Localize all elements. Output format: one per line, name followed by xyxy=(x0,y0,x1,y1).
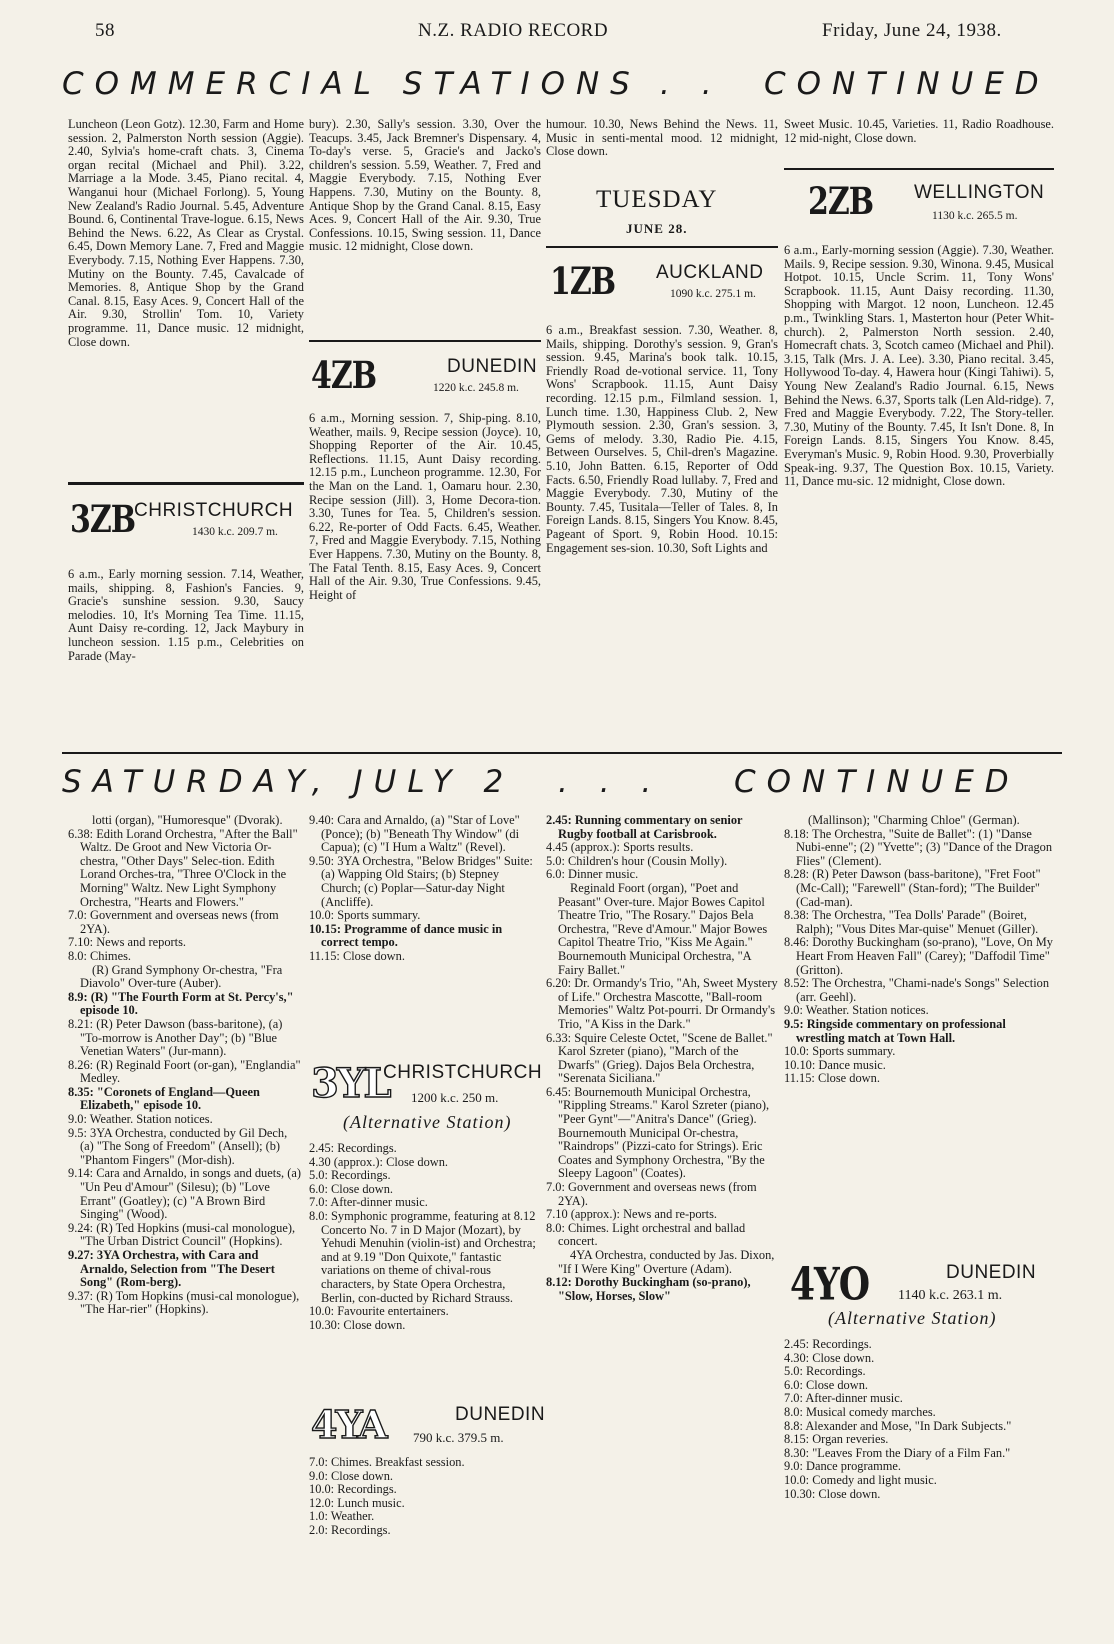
programme-entry: 8.21: (R) Peter Dawson (bass-baritone), (a) "To-morrow is Another Day"; (b) "Blue Venetian Waters" (Jur-mann). xyxy=(68,1016,283,1059)
programme-entry: 8.15: Organ reveries. xyxy=(784,1432,889,1447)
call-3yl: 3YL xyxy=(311,1060,390,1107)
station-4yo xyxy=(784,1258,1054,1330)
programme-entry: 8.52: The Orchestra, "Chami-nade's Songs" Selection (arr. Geehl). xyxy=(784,976,1050,1004)
tuesday-date: JUNE 28. xyxy=(626,221,688,236)
call-1zb: 1ZB xyxy=(550,260,616,304)
programme-entry: (Mallinson); "Charming Chloe" (German). xyxy=(808,813,1020,827)
list-3yl xyxy=(309,1142,541,1332)
sat-col-4 xyxy=(784,814,1054,1086)
station-2zb xyxy=(784,176,1054,232)
alt-4yo: (Alternative Station) xyxy=(828,1308,997,1328)
programme-entry: 8.26: (R) Reginald Foort (or-gan), "Englandia" Medley. xyxy=(68,1057,301,1086)
section-divider xyxy=(62,752,1062,754)
programme-entry: 1.0: Weather. xyxy=(309,1509,375,1524)
tuesday-heading: TUESDAY xyxy=(596,186,718,213)
programme-entry: 10.0: Comedy and light music. xyxy=(784,1472,937,1487)
programme-entry: 10.30: Close down. xyxy=(784,1486,881,1501)
programme-entry: 8.28: (R) Peter Dawson (bass-baritone), "Fret Foot" (Mc-Call); "Farewell" (Stan-ford); "The Builder" (Cad-man). xyxy=(784,867,1041,909)
programme-entry: 8.12: Dorothy Buckingham (so-prano), "Slow, Horses, Slow" xyxy=(546,1275,751,1303)
city-4yo: DUNEDIN xyxy=(946,1262,1037,1283)
station-4ya xyxy=(309,1402,546,1450)
freq-1zb: 1090 k.c. 275.1 m. xyxy=(670,288,756,300)
issue-date: Friday, June 24, 1938. xyxy=(822,20,1002,41)
col4-text: Sweet Music. 10.45, Varieties. 11, Radio Roadhouse. 12 mid-night, Close down. xyxy=(784,117,1054,145)
programme-entry: 9.5: Ringside commentary on professional wrestling match at Town Hall. xyxy=(784,1016,1006,1045)
page-number: 58 xyxy=(95,20,115,41)
col3-text: humour. 10.30, News Behind the News. 11, Music in senti-mental mood. 12 midnight, Close down. xyxy=(546,117,778,159)
programme-entry: 9.0: Weather. Station notices. xyxy=(68,1112,213,1127)
programme-entry: 10.0: Recordings. xyxy=(309,1482,397,1497)
list-4yo xyxy=(784,1338,1054,1501)
programme-entry: 8.0: Chimes. xyxy=(68,948,131,963)
programme-entry: 2.45: Running commentary on senior Rugby football at Carisbrook. xyxy=(546,813,743,841)
programme-entry: 10.0: Sports summary. xyxy=(309,908,421,923)
freq-4zb: 1220 k.c. 245.8 m. xyxy=(433,382,519,394)
city-2zb: WELLINGTON xyxy=(914,182,1045,203)
freq-4yo: 1140 k.c. 263.1 m. xyxy=(898,1288,1003,1303)
station-3zb xyxy=(68,492,304,552)
programme-entry: (R) Grand Symphony Or-chestra, "Fra Diavolo" Over-ture (Auber). xyxy=(80,962,283,991)
programme-entry: 6.38: Edith Lorand Orchestra, "After the Ball" Waltz. De Groot and New Victoria Or-chestra, "Other Days" Selec-tion. Edith Lorand Orches-tra, "Three O'Clock in the Morning" Waltz. New Light Symphony Orchestra, "Hearts and Flowers." xyxy=(68,826,298,909)
programme-entry: Reginald Foort (organ), "Poet and Peasant" Over-ture. Major Bowes Capitol Theatre Trio, "The Rosary." Dajos Bela Orchestra, "Reve d'Amour." Major Bowes Capitol Theatre Trio, "Kiss Me Again." Bournemouth Municipal Orchestra, "A Fairy Ballet." xyxy=(558,880,768,977)
city-3yl: CHRISTCHURCH xyxy=(383,1062,543,1083)
programme-entry: 6.0: Close down. xyxy=(784,1377,868,1392)
station-1zb xyxy=(546,256,778,306)
freq-4ya: 790 k.c. 379.5 m. xyxy=(413,1430,504,1445)
programme-entry: 8.38: The Orchestra, "Tea Dolls' Parade" (Boiret, Ralph); "Vous Dites Mar-quise" Menuet (Giller). xyxy=(784,908,1039,936)
city-3zb: CHRISTCHURCH xyxy=(134,500,294,521)
programme-entry: 2.45: Recordings. xyxy=(309,1141,397,1155)
sat-col-2 xyxy=(309,814,541,964)
programme-entry: 6.0: Close down. xyxy=(309,1181,393,1196)
call-3zb: 3ZB xyxy=(70,498,136,542)
list-4ya xyxy=(309,1456,541,1538)
freq-3zb: 1430 k.c. 209.7 m. xyxy=(192,526,278,538)
programme-entry: 4.30 (approx.): Close down. xyxy=(309,1154,449,1169)
banner-right: CONTINUED xyxy=(764,66,1050,102)
saturday-banner xyxy=(62,764,1062,804)
call-4ya: 4YA xyxy=(311,1402,386,1447)
programme-entry: 9.5: 3YA Orchestra, conducted by Gil Dech, (a) "The Song of Freedom" (Ansell); (b) "Phantom Fingers" (Mor-dish). xyxy=(68,1125,288,1167)
rule-2zb xyxy=(784,168,1054,170)
commercial-banner xyxy=(62,66,1062,106)
col2-text: bury). 2.30, Sally's session. 3.30, Over the Teacups. 3.45, Jack Bremner's Dispensary. 4, To-day's verse. 5, Gracie's and Jacko's children's session. 5.59, Weather. 7, Fred and Maggie Everybody. 7.15, Nothing Ever Happens. 7.30, Mutiny on the Bounty. 8, Antique Shop by the Grand Canal. 8.15, Easy Aces. 9, Concert Hall of the Air. 9.30, True Confessions. 10.15, Swing session. 11, Dance music. 12 midnight, Close down. xyxy=(309,117,541,254)
programme-entry: 9.40: Cara and Arnaldo, (a) "Star of Love" (Ponce); (b) "Beneath Thy Window" (di Capua); (c) "I Hum a Waltz" (Revel). xyxy=(309,813,520,855)
sat-col-1 xyxy=(68,814,304,1317)
freq-2zb: 1130 k.c. 265.5 m. xyxy=(932,210,1018,222)
programme-entry: 2.45: Recordings. xyxy=(784,1337,872,1351)
alt-3yl: (Alternative Station) xyxy=(343,1112,512,1132)
programme-entry: 4.30: Close down. xyxy=(784,1350,875,1365)
programme-entry: 9.27: 3YA Orchestra, with Cara and Arnaldo, Selection from "The Desert Song" (Rom-berg). xyxy=(68,1248,275,1290)
programme-entry: 7.0: After-dinner music. xyxy=(309,1195,428,1210)
programme-entry: 8.0: Symphonic programme, featuring at 8.12 Concerto No. 7 in D Major (Mozart), by Yehudi Menuhin (violin-ist) and Orchestra; and at 9.19 "Don Quixote," fantastic variations on theme of chival-rous characters, by State Opera Orchestra, Berlin, con-ducted by Richard Strauss. xyxy=(309,1208,536,1305)
top-col-2 xyxy=(309,118,541,254)
rule-1zb xyxy=(546,246,778,248)
text-3zb-body: 6 a.m., Early morning session. 7.14, Weather, mails, shipping. 8, Fashion's Fancies. 9, Gracie's sunshine session. 9.30, Saucy melodies. 10, It's Morning Tea Time. 11.15, Aunt Daisy re-cording. 12, Jack Maybury in luncheon session. 1.15 p.m., Celebrities on Parade (May- xyxy=(68,567,304,663)
call-2zb: 2ZB xyxy=(808,180,874,224)
programme-entry: 12.0: Lunch music. xyxy=(309,1495,405,1510)
programme-entry: 8.30: "Leaves From the Diary of a Film Fan." xyxy=(784,1445,1011,1460)
programme-entry: 9.14: Cara and Arnaldo, in songs and duets, (a) "Un Peu d'Amour" (Silesu); (b) "Love Errant" (Goatley); (c) "A Brown Bird Singing" (Wood). xyxy=(68,1166,301,1222)
programme-entry: 7.0: Government and overseas news (from 2YA). xyxy=(546,1180,757,1208)
programme-entry: 8.18: The Orchestra, "Suite de Ballet": (1) "Danse Nubi-enne"; (2) "Yvette"; (3) "Dance of the Dragon Flies" (Clement). xyxy=(784,826,1053,868)
text-4zb xyxy=(309,412,541,602)
programme-entry: 9.24: (R) Ted Hopkins (musi-cal monologue), "The Urban District Council" (Hopkins). xyxy=(68,1220,296,1249)
programme-entry: 4.45 (approx.): Sports results. xyxy=(546,840,694,855)
programme-entry: 10.10: Dance music. xyxy=(784,1057,886,1072)
programme-entry: 4YA Orchestra, conducted by Jas. Dixon, "If I Were King" Overture (Adam). xyxy=(558,1248,775,1276)
programme-entry: 7.0: Chimes. Breakfast session. xyxy=(309,1455,465,1469)
programme-entry: 10.0: Favourite entertainers. xyxy=(309,1304,449,1319)
call-4yo: 4YO xyxy=(790,1258,870,1311)
programme-entry: 9.0: Dance programme. xyxy=(784,1459,901,1474)
sat-col-3 xyxy=(546,814,778,1303)
city-4zb: DUNEDIN xyxy=(447,356,538,377)
programme-entry: 6.45: Bournemouth Municipal Orchestra, "Rippling Streams." Karol Szreter (piano), "Peer Gynt"—"Anitra's Dance" (Grieg). Bournemouth Municipal Or-chestra, "Raindrops" (Pizzi-cato for Strings). Eric Coates and Symphony Orchestra, "By the Sleepy Lagoon" (Coates). xyxy=(546,1084,770,1181)
programme-entry: 2.0: Recordings. xyxy=(309,1522,391,1537)
sat-banner-left: SATURDAY, JULY 2 xyxy=(62,764,515,800)
programme-entry: 5.0: Children's hour (Cousin Molly). xyxy=(546,853,728,868)
publication-title: N.Z. RADIO RECORD xyxy=(418,20,609,41)
rule-4zb xyxy=(309,340,541,342)
programme-entry: 8.0: Chimes. Light orchestral and ballad concert. xyxy=(546,1220,746,1249)
programme-entry: 6.20: Dr. Ormandy's Trio, "Ah, Sweet Mystery of Life." Orchestra Mascotte, "Ball-room Memories" Waltz Pot-pourri. Dr Ormandy's Trio, "A Kiss in the Dark." xyxy=(546,976,778,1031)
banner-left: COMMERCIAL STATIONS xyxy=(62,66,641,102)
programme-entry: 8.9: (R) "The Fourth Form at St. Percy's," episode 10. xyxy=(68,989,294,1018)
programme-entry: 8.0: Musical comedy marches. xyxy=(784,1404,936,1419)
top-col-4 xyxy=(784,118,1054,145)
city-1zb: AUCKLAND xyxy=(656,262,764,283)
call-4zb: 4ZB xyxy=(311,354,377,398)
programme-entry: 5.0: Recordings. xyxy=(309,1168,391,1183)
programme-entry: 7.0: Government and overseas news (from 2YA). xyxy=(68,908,279,936)
text-3zb xyxy=(68,568,304,663)
station-3yl xyxy=(309,1058,541,1130)
programme-entry: 9.0: Close down. xyxy=(309,1468,393,1483)
top-col-1 xyxy=(68,118,304,349)
programme-entry: 7.10 (approx.): News and re-ports. xyxy=(546,1207,718,1222)
programme-entry: 6.0: Dinner music. xyxy=(546,867,639,882)
text-4zb-body: 6 a.m., Morning session. 7, Ship-ping. 8.10, Weather, mails. 9, Recipe session (Joyce). 10, Shopping Reporter of the Air. 10.45, Reflections. 11.15, Aunt Daisy recording. 12.15 p.m., Luncheon programme. 12.30, For the Man on the Land. 1, Oamaru hour. 2.30, Recipe session (Jill). 3, Home Decora-tion. 3.30, Tunes for Tea. 5, Children's session. 6.22, Re-porter of Odd Facts. 6.45, Weather. 7, Fred and Maggie Everybody. 7.15, Nothing Ever Happens. 7.30, Mutiny on the Bounty. 8, The Fatal Tenth. 8.15, Easy Aces. 9, Concert Hall of the Air. 9.30, True Confessions. 9.45, Height of xyxy=(309,411,541,602)
programme-entry: 10.0: Sports summary. xyxy=(784,1044,896,1059)
programme-entry: 11.15: Close down. xyxy=(309,948,405,963)
station-4zb xyxy=(309,350,541,400)
col1-text: Luncheon (Leon Gotz). 12.30, Farm and Home session. 2, Palmerston North session (Aggie). 2.40, Sylvia's home-craft chats. 3, Cinema organ recital (Michael and Phil). 3.22, Marriage a la Mode. 3.45, Piano recital. 4, Wanganui hour (Michael Forlong). 5, Young New Zealand's Radio Journal. 5.45, Adventure Bound. 6, Continental Trave-logue. 6.15, News Behind the News. 6.22, As Clear as Crystal. 6.45, Down Memory Lane. 7, Fred and Maggie Everybody. 7.15, Nothing Ever Happens. 7.30, Mutiny on the Bounty. 7.45, Cavalcade of Memories. 8, Antique Shop by the Grand Canal. 8.15, Easy Aces. 9, Concert Hall of the Air. 9.30, Strollin' Tom. 10, Variety programme. 11, Dance music. 12 midnight, Close down. xyxy=(68,117,304,349)
programme-entry: 9.37: (R) Tom Hopkins (musi-cal monologue), "The Har-rier" (Hopkins). xyxy=(68,1288,300,1317)
programme-entry: 8.46: Dorothy Buckingham (so-prano), "Love, On My Heart From Heaven Fall" (Carey); "Daffodil Time" (Gritton). xyxy=(784,935,1054,977)
programme-entry: 11.15: Close down. xyxy=(784,1071,880,1086)
programme-entry: 8.35: "Coronets of England—Queen Elizabeth," episode 10. xyxy=(68,1084,260,1113)
sat-banner-dots: . . . xyxy=(558,764,663,800)
text-1zb-body: 6 a.m., Breakfast session. 7.30, Weather. 8, Mails, shipping. Dorothy's session. 9, Gran's session. 9.45, Marina's book talk. 10.15, Friendly Road de-votional service. 11, Tony Wons' Scrapbook. 11.15, Aunt Daisy recording. 12.15 p.m., Filmland session. 1, Lunch time. 1.30, Happiness Club. 2, New Plymouth session. 2.30, Gran's session. 3, Gems of melody. 3.30, Radio Pie. 4.15, Between Ourselves. 5, Chil-dren's Magazine. 5.10, John Batten. 6.15, Reporter of Odd Facts. 6.50, Friendly Road lullaby. 7, Fred and Maggie Everybody. 7.30, Mutiny of the Bounty. 7.45, Tusitala—Teller of Tales. 8, In Foreign Lands. 8.15, Singers You Know. 8.45, Pageant of Sport. 9, Robin Hood. 10.15: Engagement ses-sion. 10.30, Soft Lights and xyxy=(546,323,778,555)
city-4ya: DUNEDIN xyxy=(455,1404,546,1425)
programme-entry: 10.15: Programme of dance music in correct tempo. xyxy=(309,921,503,950)
text-2zb xyxy=(784,244,1054,489)
sat-banner-right: CONTINUED xyxy=(734,764,1020,800)
rule-3zb xyxy=(68,482,304,485)
text-2zb-body: 6 a.m., Early-morning session (Aggie). 7.30, Weather. Mails. 9, Recipe session. 9.30, Winona. 9.45, Musical Hotpot. 10.15, Uncle Scrim. 11, Tony Wons' Scrapbook. 11.15, Aunt Daisy recording. 11.30, Shopping with Margot. 12 noon, Luncheon. 12.45 p.m., Twinkling Stars. 1, Masterton hour (Peter Whit-church). 2, Palmerston North session. 2.40, Homecraft chats. 3, Scotch cameo (Michael and Phil). 3.15, Talk (Mrs. J. A. Lee). 3.30, Piano recital. 3.45, Hollywood To-day. 4, Hawera hour (Kingi Tahiwi). 5, Young New Zealand's Radio Journal. 6.15, News Behind the News. 6.37, Sports talk (Len Ald-ridge). 7, Fred and Maggie Everybody. 7.22, The Story-teller. 7.30, Mutiny of the Bounty. 7.45, It Isn't Done. 8, In Foreign Lands. 8.15, Singers You Know. 8.45, Everyman's Music. 9, Robin Hood. 9.30, Proverbially Speak-ing. 9.37, The Question Box. 10.15, Variety. 11, Dance mu-sic. 12 midnight, Close down. xyxy=(784,243,1054,489)
banner-dots: . . xyxy=(660,66,723,102)
programme-entry: 6.33: Squire Celeste Octet, "Scene de Ballet." Karol Szreter (piano), "March of the Dwarfs" (Grieg). Dajos Bela Orchestra, "Serenata Siciliana." xyxy=(546,1030,773,1086)
programme-entry: 10.30: Close down. xyxy=(309,1317,406,1332)
programme-entry: 7.10: News and reports. xyxy=(68,935,187,950)
programme-entry: 9.0: Weather. Station notices. xyxy=(784,1003,929,1018)
programme-entry: lotti (organ), "Humoresque" (Dvorak). xyxy=(92,813,283,827)
programme-entry: 8.8: Alexander and Mose, "In Dark Subjects." xyxy=(784,1418,1012,1433)
programme-entry: 7.0: After-dinner music. xyxy=(784,1391,903,1406)
top-col-3 xyxy=(546,118,778,159)
programme-entry: 9.50: 3YA Orchestra, "Below Bridges" Suite: (a) Wapping Old Stairs; (b) Stepney Church; (c) Poplar—Satur-day Night (Ancliffe). xyxy=(309,853,533,909)
freq-3yl: 1200 k.c. 250 m. xyxy=(411,1090,499,1105)
programme-entry: 5.0: Recordings. xyxy=(784,1364,866,1379)
text-1zb xyxy=(546,324,778,555)
